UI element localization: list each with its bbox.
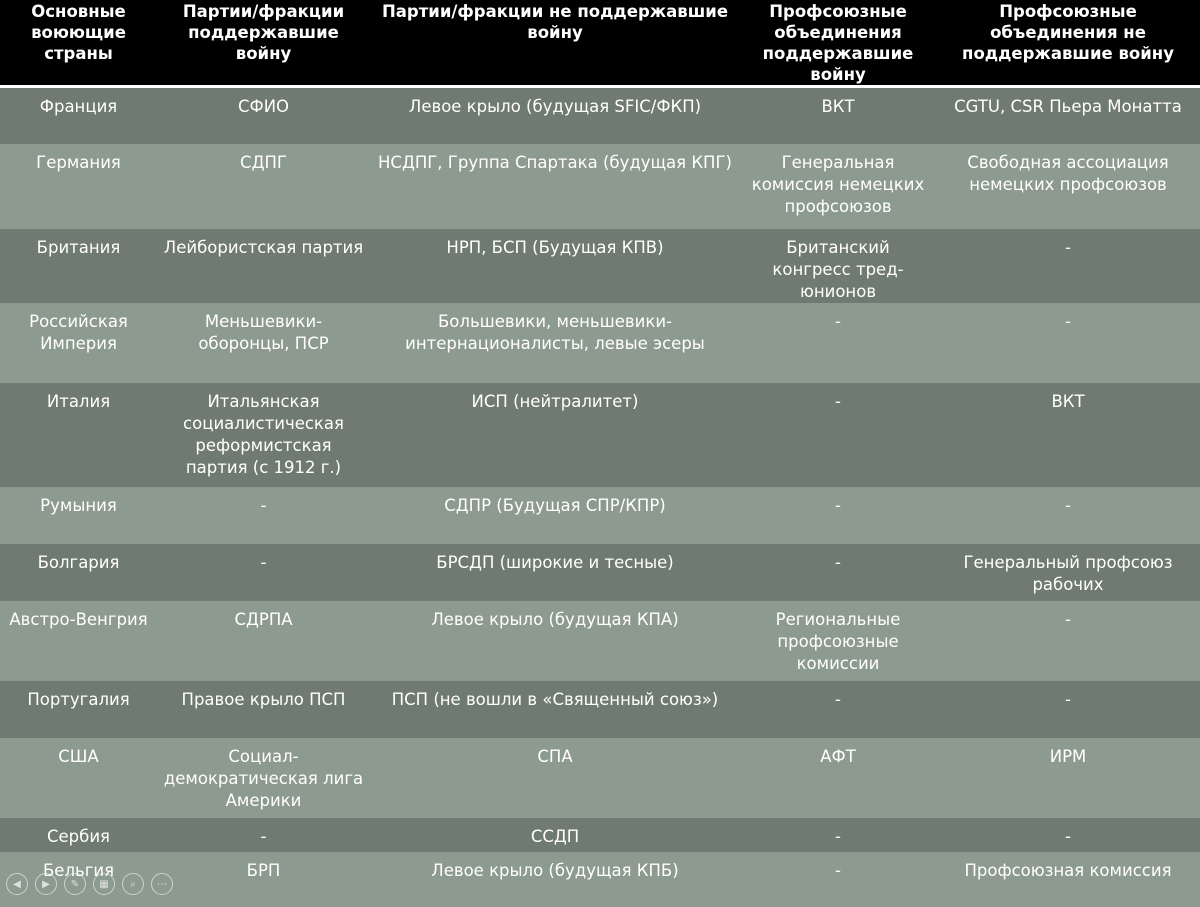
table-row (0, 487, 1200, 544)
cell-country: Италия (0, 383, 157, 487)
header-parties-for: Партии/фракции поддержавшие войну (157, 0, 370, 87)
cell-parties-against: Левое крыло (будущая КПА) (370, 601, 740, 681)
cell-country: Болгария (0, 544, 157, 601)
table-row (0, 852, 1200, 907)
cell-unions-against: Профсоюзная комиссия (936, 852, 1200, 907)
table-row (0, 87, 1200, 144)
table-row (0, 229, 1200, 303)
cell-parties-for: - (157, 818, 370, 852)
cell-unions-against: - (936, 229, 1200, 303)
table-row (0, 818, 1200, 852)
cell-country: Бельгия (0, 852, 157, 907)
cell-unions-against: - (936, 303, 1200, 383)
next-slide-icon[interactable]: ▶ (35, 873, 57, 895)
cell-unions-for: - (740, 487, 936, 544)
cell-unions-against: - (936, 487, 1200, 544)
cell-country: Сербия (0, 818, 157, 852)
cell-parties-for: Меньшевики-оборонцы, ПСР (157, 303, 370, 383)
cell-unions-against: CGTU, CSR Пьера Монатта (936, 87, 1200, 144)
cell-country: Австро-Венгрия (0, 601, 157, 681)
cell-unions-for: Региональные профсоюзные комиссии (740, 601, 936, 681)
cell-unions-against: Свободная ассоциация немецких профсоюзов (936, 144, 1200, 229)
cell-country: США (0, 738, 157, 818)
slideshow-controls (6, 873, 173, 895)
cell-unions-against: ИРМ (936, 738, 1200, 818)
slides-grid-icon[interactable]: ▦ (93, 873, 115, 895)
cell-parties-against: ССДП (370, 818, 740, 852)
table-row (0, 544, 1200, 601)
cell-unions-for: Британский конгресс тред-юнионов (740, 229, 936, 303)
cell-parties-for: Итальянская социалистическая реформистская партия (с 1912 г.) (157, 383, 370, 487)
pen-icon[interactable]: ✎ (64, 873, 86, 895)
previous-slide-icon[interactable]: ◀ (6, 873, 28, 895)
cell-unions-against: - (936, 601, 1200, 681)
header-parties-against: Партии/фракции не поддержавшие войну (370, 0, 740, 87)
cell-unions-against: - (936, 681, 1200, 738)
cell-unions-against: ВКТ (936, 383, 1200, 487)
cell-unions-for: - (740, 383, 936, 487)
zoom-icon[interactable]: ⌕ (122, 873, 144, 895)
cell-parties-for: СДРПА (157, 601, 370, 681)
cell-country: Российская Империя (0, 303, 157, 383)
table-row (0, 681, 1200, 738)
table-row (0, 303, 1200, 383)
cell-parties-against: НРП, БСП (Будущая КПВ) (370, 229, 740, 303)
header-row (0, 0, 1200, 87)
cell-parties-for: - (157, 487, 370, 544)
cell-parties-for: Лейбористская партия (157, 229, 370, 303)
header-unions-against: Профсоюзные объединения не поддержавшие войну (936, 0, 1200, 87)
header-country: Основные воюющие страны (0, 0, 157, 87)
cell-unions-for: Генеральная комиссия немецких профсоюзов (740, 144, 936, 229)
cell-unions-for: - (740, 544, 936, 601)
header-unions-for: Профсоюзные объединения поддержавшие войну (740, 0, 936, 87)
cell-parties-for: БРП (157, 852, 370, 907)
table-row (0, 601, 1200, 681)
table-row (0, 144, 1200, 229)
cell-country: Португалия (0, 681, 157, 738)
cell-parties-against: ИСП (нейтралитет) (370, 383, 740, 487)
cell-parties-against: Левое крыло (будущая SFIC/ФКП) (370, 87, 740, 144)
cell-parties-for: - (157, 544, 370, 601)
cell-country: Франция (0, 87, 157, 144)
table-row (0, 383, 1200, 487)
cell-parties-against: СДПР (Будущая СПР/КПР) (370, 487, 740, 544)
cell-country: Германия (0, 144, 157, 229)
cell-unions-for: - (740, 852, 936, 907)
cell-parties-against: НСДПГ, Группа Спартака (будущая КПГ) (370, 144, 740, 229)
more-options-icon[interactable]: ⋯ (151, 873, 173, 895)
cell-unions-against: Генеральный профсоюз рабочих (936, 544, 1200, 601)
cell-parties-for: СДПГ (157, 144, 370, 229)
table-row (0, 738, 1200, 818)
cell-parties-against: СПА (370, 738, 740, 818)
cell-unions-for: - (740, 303, 936, 383)
cell-unions-for: ВКТ (740, 87, 936, 144)
cell-parties-for: Правое крыло ПСП (157, 681, 370, 738)
cell-parties-against: Большевики, меньшевики-интернационалисты, левые эсеры (370, 303, 740, 383)
cell-unions-for: - (740, 818, 936, 852)
cell-unions-for: АФТ (740, 738, 936, 818)
cell-unions-for: - (740, 681, 936, 738)
cell-parties-for: СФИО (157, 87, 370, 144)
cell-unions-against: - (936, 818, 1200, 852)
cell-parties-for: Социал-демократическая лига Америки (157, 738, 370, 818)
cell-parties-against: Левое крыло (будущая КПБ) (370, 852, 740, 907)
cell-country: Британия (0, 229, 157, 303)
cell-parties-against: ПСП (не вошли в «Священный союз») (370, 681, 740, 738)
cell-parties-against: БРСДП (широкие и тесные) (370, 544, 740, 601)
cell-country: Румыния (0, 487, 157, 544)
